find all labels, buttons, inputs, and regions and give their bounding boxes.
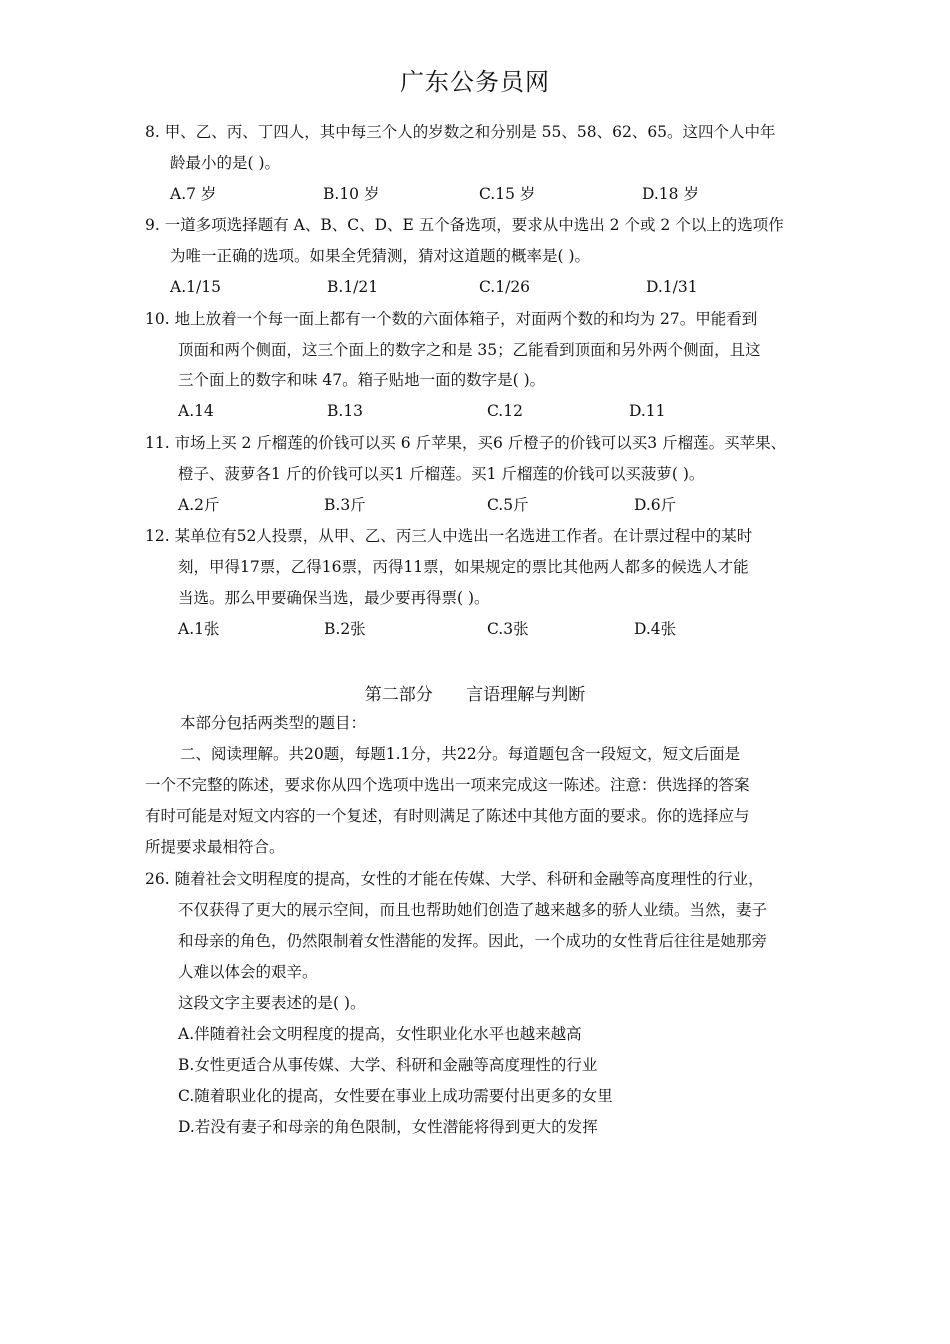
option-d: D.4张 (634, 620, 677, 638)
question-9-line-2: 为唯一正确的选项。如果全凭猜测，猜对这道题的概率是( )。 (170, 247, 591, 265)
question-12-line-3: 当选。那么甲要确保当选，最少要再得票( )。 (178, 589, 490, 607)
option-b: B.3斤 (324, 496, 366, 514)
question-26-option-d: D.若没有妻子和母亲的角色限制，女性潜能将得到更大的发挥 (178, 1118, 598, 1136)
option-c: C.12 (487, 402, 523, 420)
option-c: C.15 岁 (479, 185, 536, 203)
question-10-line-3: 三个面上的数字和味 47。箱子贴地一面的数字是( )。 (178, 371, 546, 389)
option-b: B.13 (327, 402, 364, 420)
question-10-line-2: 顶面和两个侧面，这三个面上的数字之和是 35；乙能看到顶面和另外两个侧面，且这 (178, 341, 761, 359)
question-11-line-1: 11. 市场上买 2 斤榴莲的价钱可以买 6 斤苹果，买6 斤橙子的价钱可以买3 斤榴莲。买苹果、 (145, 434, 787, 452)
intro-line-5: 所提要求最相符合。 (145, 838, 285, 856)
option-b: B.2张 (324, 620, 366, 638)
question-26-line-3: 和母亲的角色，仍然限制着女性潜能的发挥。因此，一个成功的女性背后往往是她那旁 (178, 932, 768, 950)
question-26-line-4: 人难以体会的艰辛。 (178, 963, 318, 981)
question-26-option-a: A.伴随着社会文明程度的提高，女性职业化水平也越来越高 (178, 1025, 582, 1043)
option-a: A.1张 (178, 620, 220, 638)
option-b: B.10 岁 (323, 185, 380, 203)
page-header: 广东公务员网 (400, 68, 550, 96)
option-a: A.7 岁 (170, 185, 217, 203)
question-12-line-2: 刻，甲得17票，乙得16票，丙得11票，如果规定的票比其他两人都多的候选人才能 (178, 558, 749, 576)
question-8-line-2: 龄最小的是( )。 (170, 154, 281, 172)
question-26-option-c: C.随着职业化的提高，女性要在事业上成功需要付出更多的女里 (178, 1087, 613, 1105)
option-d: D.11 (629, 402, 666, 420)
intro-line-3: 一个不完整的陈述，要求你从四个选项中选出一项来完成这一陈述。注意：供选择的答案 (145, 776, 750, 794)
intro-line-1: 本部分包括两类型的题目： (180, 714, 367, 732)
option-a: A.1/15 (170, 278, 221, 296)
option-a: A.2斤 (178, 496, 220, 514)
option-c: C.3张 (487, 620, 529, 638)
section-name: 言语理解与判断 (466, 685, 586, 705)
question-12-line-1: 12. 某单位有52人投票，从甲、乙、丙三人中选出一名选进工作者。在计票过程中的某时 (145, 527, 753, 545)
option-d: D.6斤 (634, 496, 677, 514)
question-26-line-1: 26. 随着社会文明程度的提高，女性的才能在传媒、大学、科研和金融等高度理性的行业， (145, 870, 764, 888)
intro-line-2: 二、阅读理解。共20题，每题1.1分，共22分。每道题包含一段短文，短文后面是 (180, 745, 741, 763)
option-a: A.14 (178, 402, 214, 420)
option-c: C.1/26 (479, 278, 531, 296)
question-26-prompt: 这段文字主要表述的是( )。 (178, 994, 366, 1012)
option-b: B.1/21 (327, 278, 379, 296)
question-10-line-1: 10. 地上放着一个每一面上都有一个数的六面体箱子，对面两个数的和均为 27。甲能看到 (145, 310, 758, 328)
section-part: 第二部分 (364, 685, 433, 705)
section-title (0, 680, 950, 705)
question-11-line-2: 橙子、菠萝各1 斤的价钱可以买1 斤榴莲。买1 斤榴莲的价钱可以买菠萝( )。 (178, 465, 705, 483)
option-c: C.5斤 (487, 496, 529, 514)
option-d: D.18 岁 (642, 185, 699, 203)
option-d: D.1/31 (646, 278, 698, 296)
question-26-option-b: B.女性更适合从事传媒、大学、科研和金融等高度理性的行业 (178, 1056, 598, 1074)
intro-line-4: 有时可能是对短文内容的一个复述，有时则满足了陈述中其他方面的要求。你的选择应与 (145, 807, 750, 825)
question-26-line-2: 不仅获得了更大的展示空间，而且也帮助她们创造了越来越多的骄人业绩。当然，妻子 (178, 901, 768, 919)
question-8-line-1: 8. 甲、乙、丙、丁四人，其中每三个人的岁数之和分别是 55、58、62、65。这四个人中年 (145, 123, 776, 141)
question-9-line-1: 9. 一道多项选择题有 A、B、C、D、E 五个备选项，要求从中选出 2 个或 2 个以上的选项作 (145, 216, 784, 234)
